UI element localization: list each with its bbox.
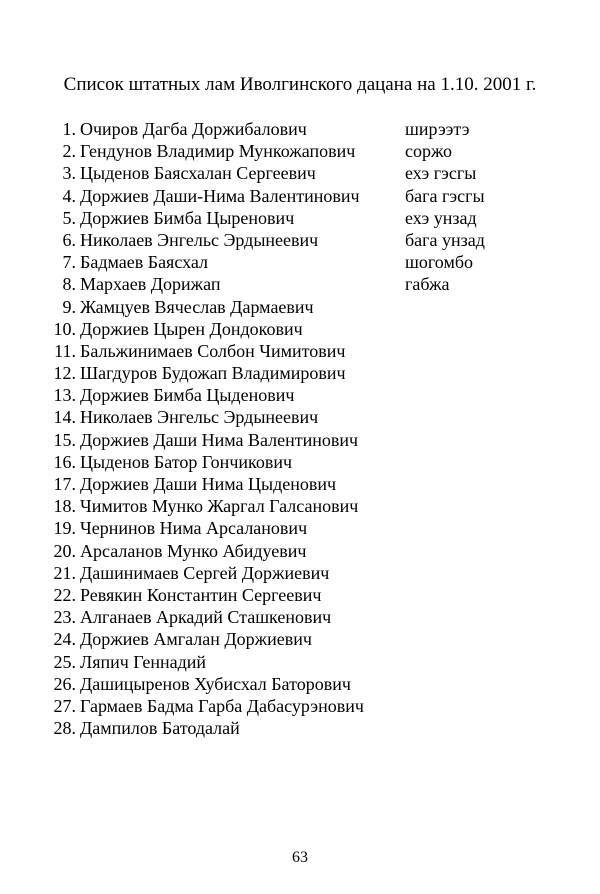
list-item-name: Доржиев Даши-Нима Валентинович: [80, 185, 360, 206]
list-item: [0, 540, 600, 562]
list-item-number: 12.: [53, 363, 76, 384]
list-item-number: 26.: [53, 673, 76, 694]
list-item-name: Доржиев Бимба Цыренович: [80, 207, 295, 228]
list-item-name: Доржиев Даши Нима Валентинович: [80, 429, 359, 450]
list-item-name: Доржиев Амгалан Доржиевич: [80, 629, 312, 650]
list-item-name: Цыденов Батор Гончикович: [80, 451, 293, 472]
list-item-name: Дашинимаев Сергей Доржиевич: [80, 562, 330, 583]
list-item: [0, 584, 600, 606]
list-item-rank: соржо: [405, 141, 452, 162]
list-item: [0, 140, 600, 162]
list-item: [0, 695, 600, 717]
list-item-name: Очиров Дагба Доржибалович: [80, 119, 307, 139]
list-item-rank: ширээтэ: [405, 119, 470, 139]
list-item: [0, 628, 600, 650]
list-item-number: 22.: [53, 584, 76, 605]
list-item-number: 10.: [53, 318, 76, 339]
list-item: [0, 162, 600, 184]
list-item-number: 19.: [53, 518, 76, 539]
list-item: [0, 296, 600, 318]
list-item-number: 17.: [53, 474, 76, 494]
list-item-number: 23.: [53, 607, 76, 628]
list-item-number: 20.: [53, 540, 76, 561]
list-item: [0, 406, 600, 428]
list-item: [0, 207, 600, 229]
list-item-number: 18.: [53, 496, 76, 517]
list-item-name: Ревякин Константин Сергеевич: [80, 584, 322, 605]
list-item-name: Бадмаев Баясхал: [80, 252, 208, 273]
list-item-number: 15.: [53, 429, 76, 450]
list-item-number: 6.: [62, 229, 76, 250]
list-item: [0, 362, 600, 384]
list-item-name: Дашицыренов Хубисхал Баторович: [80, 673, 351, 694]
list-item: [0, 651, 600, 673]
list-item: [0, 251, 600, 273]
list-item-rank: габжа: [405, 274, 450, 295]
list-item: [0, 318, 600, 340]
list-item: [0, 384, 600, 406]
list-item: [0, 185, 600, 207]
list-item-name: Дампилов Батодалай: [80, 718, 240, 739]
list-item: [0, 673, 600, 695]
lama-list: [0, 118, 600, 739]
list-item-number: 14.: [53, 407, 76, 428]
list-item: [0, 229, 600, 251]
list-item-name: Жамцуев Вячеслав Дармаевич: [80, 296, 314, 317]
list-item-number: 24.: [53, 629, 76, 650]
list-item: [0, 495, 600, 517]
list-item-number: 7.: [62, 252, 76, 273]
list-item: [0, 118, 600, 140]
list-item-name: Доржиев Цырен Дондокович: [80, 318, 303, 339]
list-item-rank: ехэ гэсгы: [405, 163, 477, 184]
list-item-rank: бага гэсгы: [405, 185, 485, 206]
list-item-name: Бальжинимаев Солбон Чимитович: [80, 340, 346, 361]
list-item-name: Доржиев Бимба Цыденович: [80, 385, 295, 406]
list-item-name: Чернинов Нима Арсаланович: [80, 518, 308, 539]
list-item: [0, 717, 600, 739]
list-item-name: Гендунов Владимир Мункожапович: [80, 141, 356, 162]
list-item-number: 16.: [53, 451, 76, 472]
list-item-number: 25.: [53, 651, 76, 672]
list-item: [0, 606, 600, 628]
list-item-number: 28.: [53, 718, 76, 739]
list-item-name: Доржиев Даши Нима Цыденович: [80, 474, 337, 494]
list-item: [0, 517, 600, 539]
list-item-number: 13.: [53, 385, 76, 406]
list-item-number: 27.: [53, 695, 76, 716]
list-item-name: Алганаев Аркадий Сташкенович: [80, 607, 332, 628]
list-item-number: 1.: [62, 119, 76, 139]
list-item-name: Ляпич Геннадий: [80, 651, 207, 672]
list-item: [0, 562, 600, 584]
list-item-number: 9.: [62, 296, 76, 317]
list-item-number: 4.: [62, 185, 76, 206]
list-item-number: 11.: [54, 340, 76, 361]
list-item-name: Арсаланов Мунко Абидуевич: [80, 540, 307, 561]
list-item-name: Николаев Энгельс Эрдынеевич: [80, 407, 319, 428]
list-item: [0, 429, 600, 451]
list-item: [0, 473, 600, 495]
list-item-rank: шогомбо: [405, 252, 474, 273]
list-item: [0, 340, 600, 362]
list-item-number: 3.: [62, 163, 76, 184]
page-number: 63: [292, 849, 308, 866]
list-item-rank: ехэ унзад: [405, 207, 477, 228]
list-item: [0, 273, 600, 295]
list-item-name: Чимитов Мунко Жаргал Галсанович: [80, 496, 359, 517]
list-item-number: 5.: [62, 207, 76, 228]
list-item-name: Цыденов Баясхалан Сергеевич: [80, 163, 316, 184]
list-item-number: 21.: [53, 562, 76, 583]
list-item: [0, 451, 600, 473]
list-item-name: Николаев Энгельс Эрдынеевич: [80, 229, 319, 250]
list-item-rank: бага унзад: [405, 229, 485, 250]
list-item-name: Шагдуров Будожап Владимирович: [80, 363, 346, 384]
page-title: Список штатных лам Иволгинского дацана на 1.10. 2001 г.: [63, 74, 537, 95]
list-item-name: Мархаев Дорижап: [80, 274, 221, 295]
list-item-number: 8.: [62, 274, 76, 295]
list-item-number: 2.: [62, 141, 76, 162]
list-item-name: Гармаев Бадма Гарба Дабасурэнович: [80, 695, 364, 716]
